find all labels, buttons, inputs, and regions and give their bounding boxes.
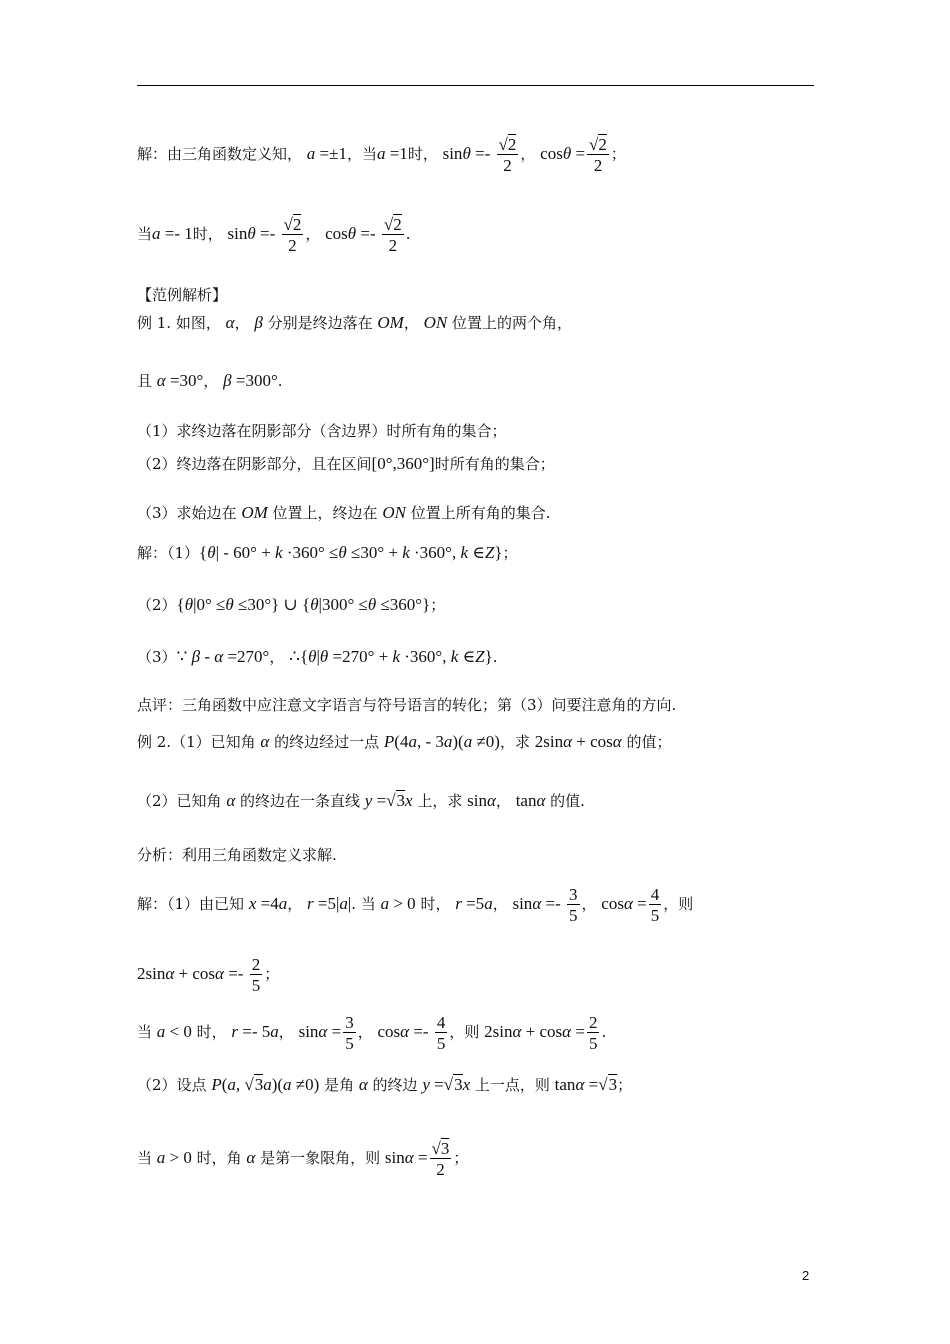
text-line: 分析：利用三角函数定义求解. bbox=[137, 846, 337, 864]
text-line: 解：（1）由已知 x =4a， r =5|a|. 当 a > 0 时， r =5a， sinα =- $\frac{3}{5}$ ， cosα = $\frac{4}{5}$ ，则 bbox=[137, 885, 694, 925]
page-number: 2 bbox=[802, 1268, 810, 1283]
text-line: （2）设点 P(a, √3a)(a ≠0) 是角 α 的终边 y =√3x 上一点，则 tanα =√3； bbox=[137, 1075, 633, 1094]
header-rule bbox=[137, 85, 814, 86]
text-line: 且 α =30°， β =300°. bbox=[137, 371, 283, 390]
text-line: 点评：三角函数中应注意文字语言与符号语言的转化；第（3）问要注意角的方向. bbox=[137, 696, 677, 714]
text-line: 2sinα + cosα =- $\frac{2}{5}$ ； bbox=[137, 955, 280, 995]
text-line: 解：（1）{θ| - 60° + k ·360° ≤θ ≤30° + k ·360°, k ∈Z}； bbox=[137, 543, 518, 562]
text-line: 解：由三角函数定义知， a =±1，当a =1时， sinθ =- $\frac{√2}{2}$ ， cosθ = $\frac{√2}{2}$ ； bbox=[137, 135, 626, 175]
text-line: 【范例解析】 bbox=[137, 286, 228, 304]
text-line: 例 2.（1）已知角 α 的终边经过一点 P(4a, - 3a)(a ≠0)，求 2sinα + cosα 的值； bbox=[137, 732, 672, 751]
text-line: （2）{θ|0° ≤θ ≤30°} ∪ {θ|300° ≤θ ≤360°}； bbox=[137, 595, 446, 614]
text-line: （2）终边落在阴影部分，且在区间[0°,360°]时所有角的集合； bbox=[137, 454, 555, 473]
text-line: 例 1. 如图， α， β 分别是终边落在 OM， ON 位置上的两个角， bbox=[137, 313, 572, 332]
text-line: 当a =- 1时， sinθ =- $\frac{√2}{2}$ ， cosθ =- $\frac{√2}{2}$ . bbox=[137, 215, 411, 255]
text-line: （3）∵ β - α =270°， ∴{θ|θ =270° + k ·360°, k ∈Z}. bbox=[137, 647, 498, 666]
text-line: （1）求终边落在阴影部分（含边界）时所有角的集合； bbox=[137, 422, 507, 440]
text-line: （3）求始边在 OM 位置上，终边在 ON 位置上所有角的集合. bbox=[137, 503, 551, 522]
text-line: （2）已知角 α 的终边在一条直线 y =√3x 上，求 sinα， tanα 的值. bbox=[137, 791, 585, 810]
text-line: 当 a > 0 时，角 α 是第一象限角，则 sinα = $\frac{√3}{2}$ ； bbox=[137, 1139, 469, 1179]
text-line: 当 a < 0 时， r =- 5a， sinα = $\frac{3}{5}$ ， cosα =- $\frac{4}{5}$ ，则 2sinα + cosα = $\frac{2}{5}$ . bbox=[137, 1013, 607, 1053]
